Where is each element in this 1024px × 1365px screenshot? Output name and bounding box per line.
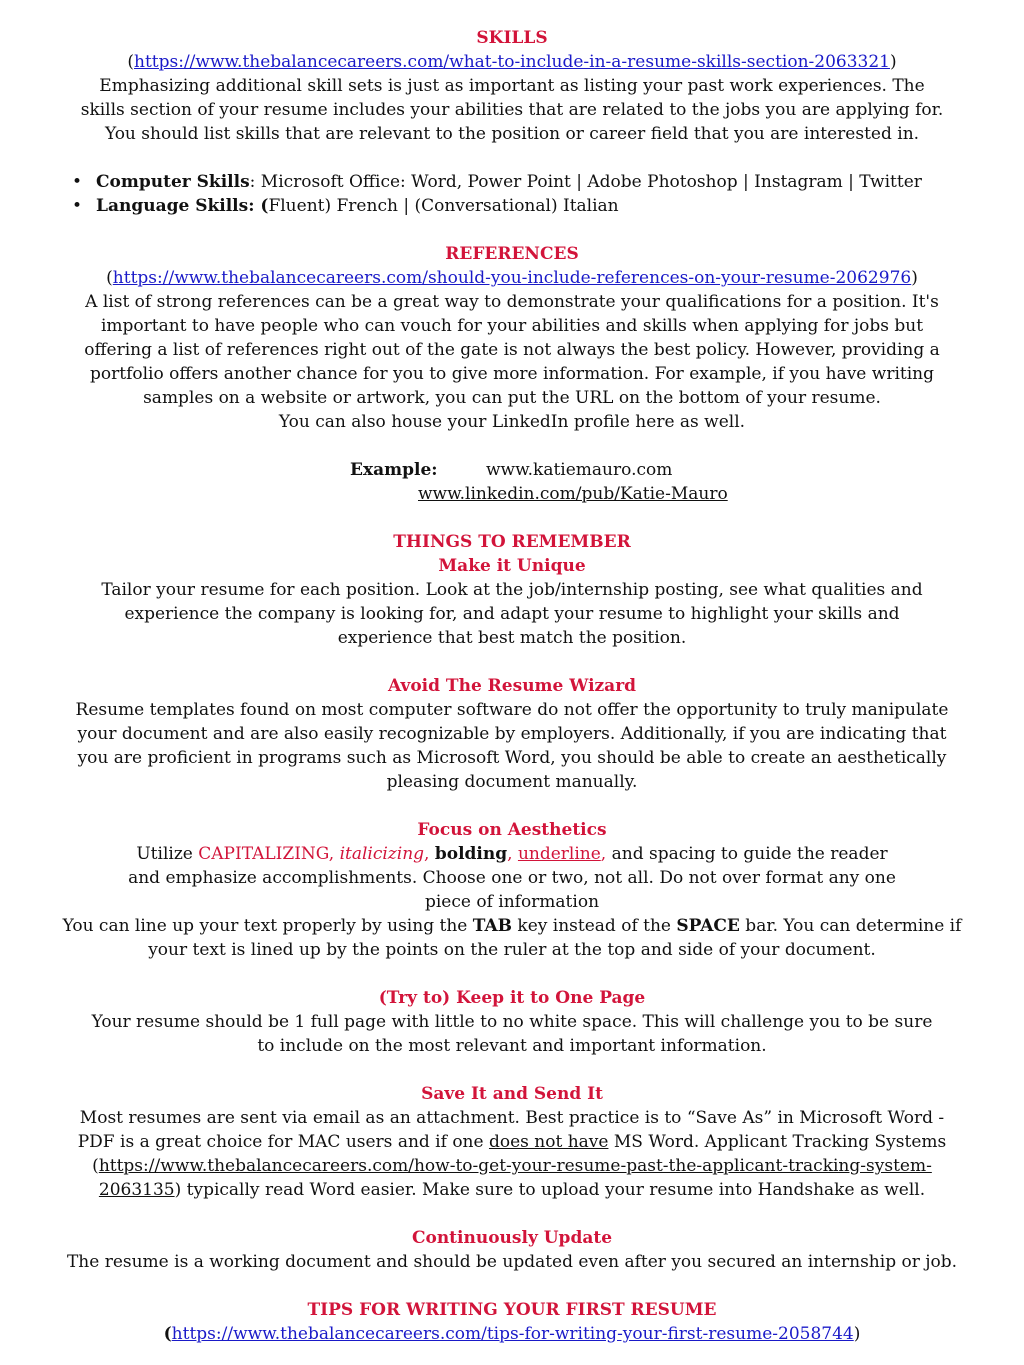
unique-text: Tailor your resume for each position. Look at the job/internship posting, see what qualities and experience the company is looking for, and adapt your resume to highlight your skills and experience that best match the position. (101, 580, 923, 648)
aesthetics-rest: and spacing to guide the reader and emphasize accomplishments. Choose one or two, not all. Do not over format any one piece of information (128, 844, 896, 912)
skills-list (62, 170, 962, 218)
references-paragraph: A list of strong references can be a great way to demonstrate your qualifications for a position. It's important to have people who can vouch for your abilities and skills when applying for jobs but offering a list of references right out of the gate is not always the best policy. However, providing a portfolio offers another chance for you to give more information. For example, if you have writing samples on a website or artwork, you can put the URL on the bottom of your resume. (84, 292, 940, 408)
paren-open: ( (106, 268, 113, 288)
bullet-icon: • (72, 196, 83, 216)
tab-key: TAB (472, 916, 513, 936)
references-link[interactable]: https://www.thebalancecareers.com/should-you-include-references-on-your-resume-2062976 (112, 268, 912, 288)
ats-link[interactable]: https://www.thebalancecareers.com/how-to-get-your-resume-past-the-applicant-tracking-system-2063135 (98, 1156, 932, 1200)
unique-title: Make it Unique (438, 556, 586, 576)
example-row (350, 458, 962, 482)
update-text: The resume is a working document and should be updated even after you secured an internship or job. (66, 1252, 958, 1272)
save-post: ) typically read Word easier. Make sure to upload your resume into Handshake as well. (174, 1180, 926, 1200)
tips-link-line (62, 1322, 962, 1346)
save-text (62, 1106, 962, 1202)
comma-text: , (507, 844, 518, 864)
paren-close: ) (889, 52, 897, 72)
example-site: www.katiemauro.com (486, 460, 673, 480)
list-item (72, 194, 962, 218)
paren-close: ) (911, 268, 918, 288)
onepage-text: Your resume should be 1 full page with little to no white space. This will challenge you to be sure to include on the most relevant and important information. (91, 1012, 933, 1056)
skill-label: Computer Skills (96, 172, 250, 192)
paren-open: ( (127, 52, 134, 72)
skill-text: : Microsoft Office: Word, Power Point | Adobe Photoshop | Instagram | Twitter (249, 172, 922, 192)
space-key: SPACE (676, 916, 740, 936)
aesthetics-text (62, 842, 962, 914)
tab-pre: You can line up your text properly by using the (62, 916, 473, 936)
example-label: Example: (350, 460, 438, 480)
tab-mid: key instead of the (512, 916, 677, 936)
references-paragraph-2: You can also house your LinkedIn profile here as well. (278, 412, 746, 432)
skills-paragraph: Emphasizing additional skill sets is just as important as listing your past work experiences. The skills section of your resume includes your abilities that are related to the jobs you are applying for. You should list skills that are relevant to the position or career field that you are interested in. (80, 76, 944, 144)
skills-heading: SKILLS (476, 28, 548, 48)
references-heading: REFERENCES (445, 244, 579, 264)
utilize-text: Utilize (136, 844, 199, 864)
skills-link[interactable]: https://www.thebalancecareers.com/what-to-include-in-a-resume-skills-section-2063321 (134, 52, 890, 72)
comma-text: , (600, 844, 612, 864)
tab-post: bar. You can determine if your text is lined up by the points on the ruler at the top and side of your document. (148, 916, 962, 960)
bold-text: bolding (434, 844, 508, 864)
update-title: Continuously Update (411, 1228, 613, 1248)
save-pre: Most resumes are sent via email as an attachment. Best practice is to “Save As” in Microsoft Word - PDF is a great choice for MAC users and if one (77, 1108, 945, 1152)
save-title: Save It and Send It (421, 1084, 603, 1104)
paren-open: ( (163, 1324, 172, 1344)
tab-text (62, 914, 962, 962)
list-item (72, 170, 962, 194)
skill-text: Fluent) French | (Conversational) Italian (268, 196, 619, 216)
caps-text: CAPITALIZING, (198, 844, 340, 864)
save-mid: MS Word. Applicant Tracking Systems ( (92, 1132, 947, 1176)
skills-link-line (62, 50, 962, 74)
tips-heading: TIPS FOR WRITING YOUR FIRST RESUME (307, 1300, 717, 1320)
skill-label: Language Skills: ( (96, 196, 269, 216)
references-link-line (62, 266, 962, 290)
underline-text: underline (517, 844, 601, 864)
save-underlined: does not have (488, 1132, 609, 1152)
italic-text: italicizing (339, 844, 425, 864)
paren-close: ) (853, 1324, 861, 1344)
bullet-icon: • (72, 172, 83, 192)
example-linkedin-line (418, 482, 962, 506)
wizard-title: Avoid The Resume Wizard (387, 676, 637, 696)
tips-link[interactable]: https://www.thebalancecareers.com/tips-for-writing-your-first-resume-2058744 (171, 1324, 854, 1344)
onepage-title: (Try to) Keep it to One Page (378, 988, 646, 1008)
wizard-text: Resume templates found on most computer software do not offer the opportunity to truly manipulate your document and are also easily recognizable by employers. Additionally, if you are indicating that you are proficient in programs such as Microsoft Word, you should be able to create an aesthetically pleasing document manually. (75, 700, 949, 792)
comma-text: , (424, 844, 435, 864)
aesthetics-title: Focus on Aesthetics (417, 820, 607, 840)
example-linkedin-link[interactable]: www.linkedin.com/pub/Katie-Mauro (418, 484, 728, 504)
things-heading: THINGS TO REMEMBER (393, 532, 631, 552)
